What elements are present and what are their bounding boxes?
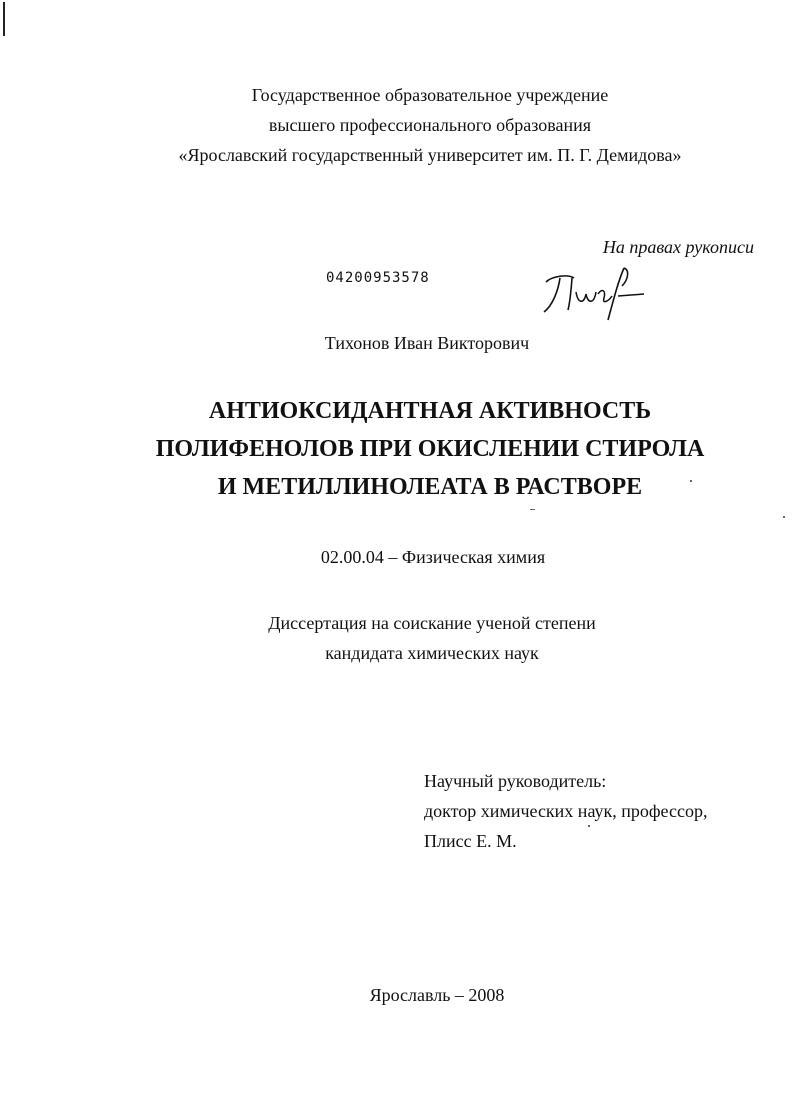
city-year: Ярославль – 2008 [369, 985, 505, 1005]
scan-edge-mark [3, 2, 5, 36]
scan-speck [588, 825, 590, 827]
author-name: Тихонов Иван Викторович [324, 333, 530, 353]
supervisor-block [424, 766, 707, 856]
supervisor-name: Плисс Е. М. [424, 831, 517, 851]
scan-speck [783, 516, 785, 518]
specialty-code: 02.00.04 – Физическая химия [320, 547, 546, 567]
institution-line-2: высшего профессионального образования [268, 115, 592, 135]
scan-speck [530, 509, 535, 510]
title-line-3: И МЕТИЛЛИНОЛЕАТА В РАСТВОРЕ [217, 474, 643, 500]
author-signature [538, 262, 648, 324]
catalog-number: 04200953578 [326, 270, 430, 286]
supervisor-label: Научный руководитель: [424, 771, 607, 791]
degree-statement [0, 608, 794, 668]
rights-note: На правах рукописи [602, 237, 754, 257]
degree-line-1: Диссертация на соискание ученой степени [268, 613, 596, 633]
institution-block [0, 80, 794, 170]
institution-line-1: Государственное образовательное учреждение [251, 85, 609, 105]
dissertation-title [120, 392, 740, 506]
degree-line-2: кандидата химических наук [325, 643, 539, 663]
supervisor-degree: доктор химических наук, профессор, [424, 801, 708, 821]
scan-speck [690, 480, 692, 482]
title-line-2: ПОЛИФЕНОЛОВ ПРИ ОКИСЛЕНИИ СТИРОЛА [155, 436, 705, 462]
title-line-1: АНТИОКСИДАНТНАЯ АКТИВНОСТЬ [208, 398, 652, 424]
institution-line-3: «Ярославский государственный университет им. П. Г. Демидова» [178, 145, 682, 165]
